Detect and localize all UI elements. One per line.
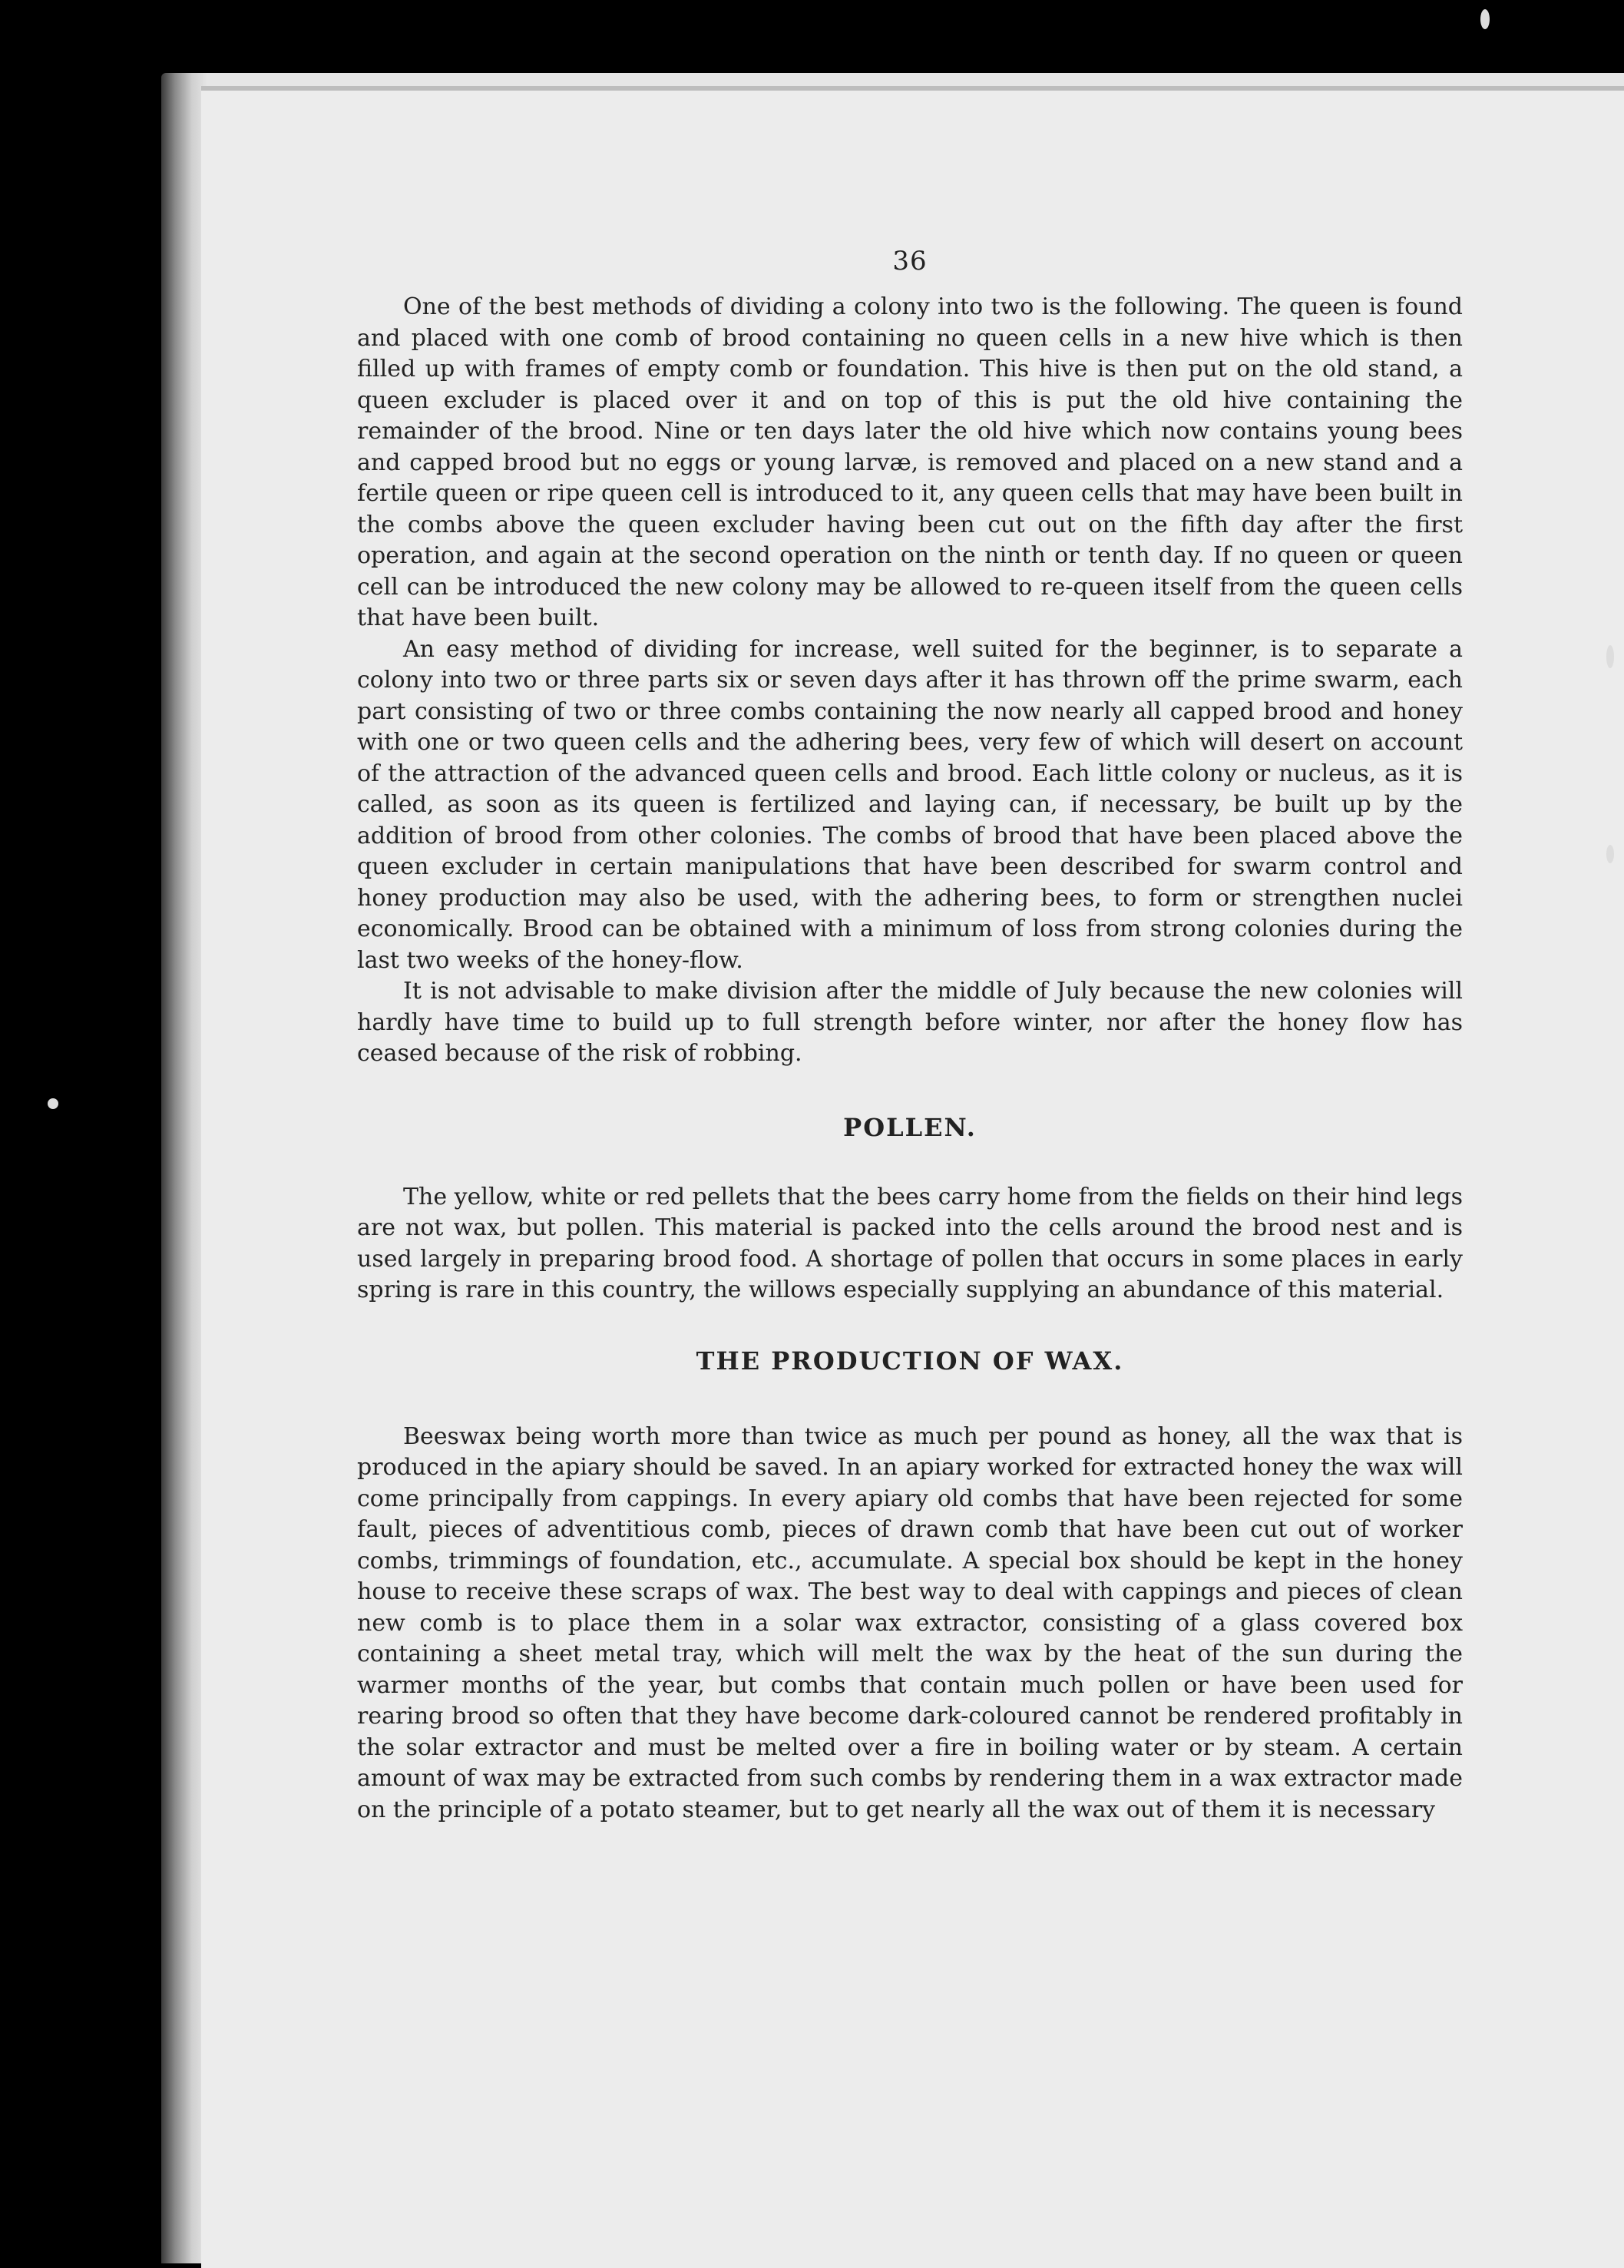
scan-speck: [1480, 9, 1490, 29]
scan-speck: [48, 1098, 58, 1109]
heading-production-of-wax: THE PRODUCTION OF WAX.: [696, 1346, 1124, 1376]
paragraph-wax: Beeswax being worth more than twice as much per pound as honey, all the wax that is produced in the apiary should be saved. In an apiary worked for extracted honey the wax will come principally from cappings. In every apiary old combs that have been rejected for some fault, pieces of adventitious comb, pieces of drawn comb that have been cut out of worker combs, trimmings of foundation, etc., accumulate. A special box should be kept in the honey house to receive these scraps of wax. The best way to deal with cappings and pieces of clean new comb is to place them in a solar wax extractor, consisting of a glass covered box containing a sheet metal tray, which will melt the wax by the heat of the sun during the warmer months of the year, but combs that contain much pollen or have been used for rearing brood so often that they have become dark-coloured cannot be rendered profitably in the solar extractor and must be melted over a fire in boiling water or by steam. A certain amount of wax may be extracted from such combs by rendering them in a wax extractor made on the principle of a potato steamer, but to get nearly all the wax out of them it is necessary: [357, 1422, 1463, 1823]
paragraph-july-advice: It is not advisable to make division after the middle of July because the new colonies will hardly have time to build up to full strength before winter, nor after the honey flow has ceased because of the risk of robbing.: [357, 978, 1463, 1067]
page-number: 36: [892, 246, 928, 276]
paragraph-easy-method: An easy method of dividing for increase, well suited for the beginner, is to separate a colony into two or three parts six or seven days after it has thrown off the prime swarm, each part consisting of two or three combs containing the now nearly all capped brood and honey with one or two queen cells and the adhering bees, very few of which will desert on account of the attraction of the advanced queen cells and brood. Each little colony or nucleus, as it is called, as soon as its queen is fertilized and laying can, if necessary, be built up by the addition of brood from other colonies. The combs of brood that have been placed above the queen excluder in certain manipulations that have been described for swarm control and honey production may also be used, with the adhering bees, to form or strengthen nuclei economically. Brood can be obtained with a minimum of loss from strong colonies during the last two weeks of the honey-flow.: [357, 635, 1463, 974]
paragraph-pollen: The yellow, white or red pellets that the bees carry home from the fields on their hind legs are not wax, but pollen. This material is packed into the cells around the brood nest and is used largely in preparing brood food. A shortage of pollen that occurs in some places in early spring is rare in this country, the willows especially supplying an abundance of this material.: [357, 1183, 1463, 1303]
paragraph-dividing-colony: One of the best methods of dividing a colony into two is the following. The queen is found and placed with one comb of brood containing no queen cells in a new hive which is then filled up with frames of empty comb or foundation. This hive is then put on the old stand, a queen excluder is placed over it and on top of this is put the old hive containing the remainder of the brood. Nine or ten days later the old hive which now contains young bees and capped brood but no eggs or young larvæ, is removed and placed on a new stand and a fertile queen or ripe queen cell is introduced to it, any queen cells that may have been built in the combs above the queen excluder having been cut out on the fifth day after the first operation, and again at the second operation on the ninth or tenth day. If no queen or queen cell can be introduced the new colony may be allowed to re-queen itself from the queen cells that have been built.: [357, 293, 1463, 631]
scan-speck: [1606, 845, 1614, 863]
heading-pollen: POLLEN.: [843, 1112, 977, 1142]
scan-speck: [1606, 645, 1614, 668]
page-content: [357, 246, 1463, 1826]
